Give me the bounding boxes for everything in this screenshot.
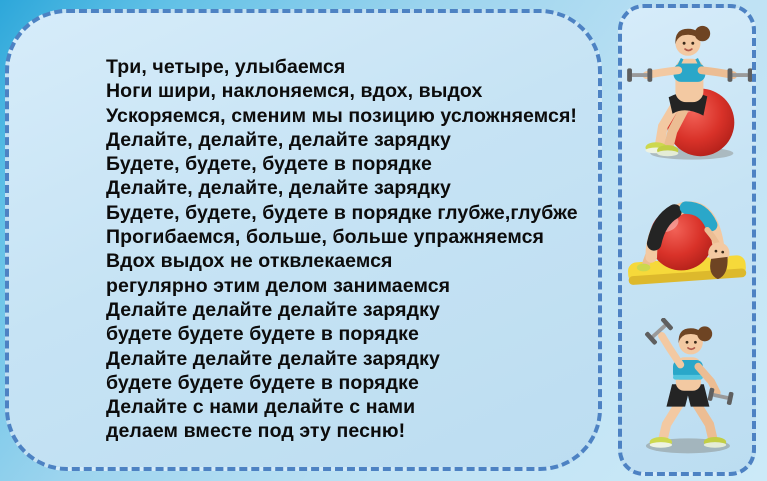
woman-on-ball-with-dumbbells-illustration <box>622 22 752 162</box>
lyrics-line: будете будете будете в порядке <box>106 323 419 346</box>
lyrics-line: делаем вместе под эту песню! <box>106 420 406 443</box>
lyrics-panel <box>5 9 602 471</box>
lyrics-line: Три, четыре, улыбаемся <box>106 56 346 78</box>
woman-backbend-over-ball-illustration <box>622 170 752 310</box>
lyrics-line: Будете, будете, будете в порядке глубже,глубже <box>106 201 578 224</box>
lyrics-line: Будете, будете, будете в порядке <box>106 153 432 176</box>
lyrics-line: Делайте, делайте, делайте зарядку <box>106 177 451 200</box>
lyrics-line: Делайте делайте делайте зарядку <box>106 347 440 370</box>
lyrics-line: Делайте, делайте, делайте зарядку <box>106 128 451 151</box>
lyrics-line: Делайте с нами делайте с нами <box>106 396 416 419</box>
lyrics-line: Прогибаемся, больше, больше упражняемся <box>106 226 545 249</box>
lyrics-line: Вдох выдох не отквлекаемся <box>106 250 393 273</box>
lyrics-line: Делайте делайте делайте зарядку <box>106 298 440 321</box>
lyrics-line: регулярно этим делом занимаемся <box>106 274 451 297</box>
lyrics-line: Ускоряемся, сменим мы позицию усложняемся! <box>106 104 578 127</box>
lyrics-line: будете будете будете в порядке <box>106 371 419 394</box>
exercise-figures-panel <box>618 4 756 476</box>
lyrics-line: Ноги шири, наклоняемся, вдох, выдох <box>106 80 483 103</box>
woman-standing-with-dumbbells-illustration <box>622 318 752 458</box>
